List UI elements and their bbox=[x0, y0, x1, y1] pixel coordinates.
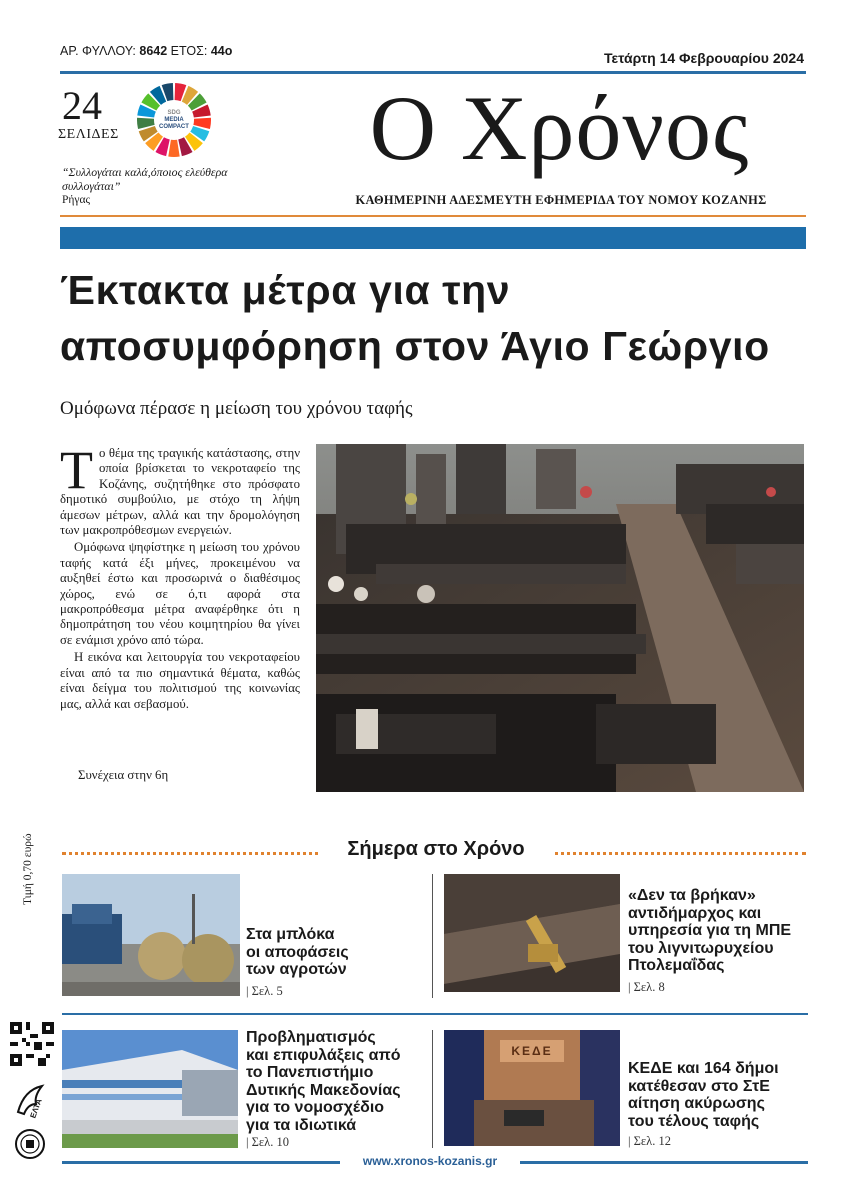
story-3-line-1: Προβληματισμός bbox=[246, 1029, 376, 1046]
pages-count: 24 bbox=[62, 83, 102, 128]
story-2-line-3: υπηρεσία για τη ΜΠΕ bbox=[628, 922, 792, 939]
story-2-line-2: αντιδήμαρχος και bbox=[628, 904, 762, 922]
story-2-line-4: του λιγνιτωρυχείου bbox=[628, 939, 774, 957]
continued-note: Συνέχεια στην 6η bbox=[78, 768, 169, 782]
lead-headline bbox=[60, 262, 820, 374]
masthead-blue-bar bbox=[60, 227, 806, 249]
story-3-line-2: και επιφυλάξεις από bbox=[246, 1046, 401, 1064]
story-1-line-3: των αγροτών bbox=[246, 961, 347, 978]
sdg-segment bbox=[168, 140, 179, 157]
story-3-line-4: Δυτικής Μακεδονίας bbox=[246, 1081, 401, 1099]
elta-logo-icon bbox=[14, 1082, 48, 1120]
story-column-divider-2 bbox=[432, 1030, 433, 1148]
masthead-orange-rule bbox=[60, 215, 806, 217]
drop-cap: Τ bbox=[60, 440, 93, 500]
sdg-line-3: COMPACT bbox=[159, 124, 189, 130]
story-farmers-photo bbox=[62, 874, 240, 996]
story-kede-photo bbox=[444, 1030, 620, 1146]
price-label: Τιμή 0,70 ευρώ bbox=[22, 833, 34, 905]
story-3-page: | Σελ. 10 bbox=[246, 1135, 289, 1149]
motto-author: Ρήγας bbox=[62, 194, 91, 206]
top-rule bbox=[60, 71, 806, 74]
article-para-1: ο θέμα της τραγικής κατάστασης, στην οποία βρίσκεται το νεκροταφείο της Κοζάνης, συζητήθηκε στο πρόσφατο δημοτικό συμβούλιο, με στόχο τη λήψη άμεσων μέτρων, αλλά και την δρομολόγηση των μακροπρόθεσμων ενεργειών. bbox=[60, 446, 300, 538]
story-4-line-4: του τέλους ταφής bbox=[628, 1112, 760, 1130]
article-para-2: Ομόφωνα ψηφίστηκε η μείωση του χρόνου ταφής κατά έξι μήνες, προκειμένου να αυξηθεί έστω και προσωρινά ο διαθέσιμος χώρος, ενώ σε ό,τι αφορά στα μακροπρόθεσμα μέτρα αναφέρθηκε ότι η δημοπράτηση του νέου κοιμητηρίου θα γίνει σε ενάμισι χρόνο από τώρα. bbox=[60, 540, 300, 647]
elta-label: ΕΛΤΑ bbox=[28, 1097, 44, 1120]
story-3-line-6: για τα ιδιωτικά bbox=[246, 1116, 357, 1134]
year-value: 44ο bbox=[210, 44, 233, 58]
article-para-3: Η εικόνα και λειτουργία του νεκροταφείου είναι από τα πιο σημαντικά θέματα, καθώς είναι δείγμα του πολιτισμού της κοινωνίας μας, αλλά και σεβασμού. bbox=[60, 650, 300, 711]
story-4-line-1: ΚΕΔΕ και 164 δήμοι bbox=[628, 1060, 779, 1077]
story-4-page: | Σελ. 12 bbox=[628, 1134, 671, 1148]
headline-line-1: Έκτακτα μέτρα για την bbox=[60, 267, 511, 313]
story-4-line-2: κατέθεσαν στο ΣτΕ bbox=[628, 1077, 770, 1095]
story-column-divider bbox=[432, 874, 433, 998]
kede-sign-text: ΚΕΔΕ bbox=[511, 1044, 553, 1058]
story-university-photo bbox=[62, 1030, 238, 1148]
publication-date: Τετάρτη 14 Φεβρουαρίου 2024 bbox=[604, 50, 804, 66]
story-4-title bbox=[628, 1060, 808, 1130]
issue-prefix: ΑΡ. ΦΥΛΛΟΥ: bbox=[60, 44, 136, 58]
story-1-line-2: οι αποφάσεις bbox=[246, 943, 349, 961]
sdg-line-2: MEDIA bbox=[164, 117, 184, 123]
story-2-line-5: Πτολεμαΐδας bbox=[628, 957, 725, 974]
masthead-title: Ο Χρόνος bbox=[369, 77, 750, 179]
story-3-line-5: για το νομοσχέδιο bbox=[246, 1099, 385, 1116]
issue-info bbox=[60, 44, 232, 58]
motto-quote: “Συλλογάται καλά,όποιος ελεύθερα συλλογάται” bbox=[62, 165, 228, 193]
story-4-line-3: αίτηση ακύρωσης bbox=[628, 1095, 765, 1112]
stories-row-divider bbox=[62, 1013, 808, 1015]
lead-article-body bbox=[60, 440, 300, 714]
masthead-subtitle: ΚΑΘΗΜΕΡΙΝΗ ΑΔΕΣΜΕΥΤΗ ΕΦΗΜΕΡΙΔΑ ΤΟΥ ΝΟΜΟΥ ΚΟΖΑΝΗΣ bbox=[355, 193, 767, 207]
website-link[interactable]: www.xronos-kozanis.gr bbox=[340, 1154, 520, 1168]
issue-number: 8642 bbox=[139, 44, 168, 58]
story-3-title bbox=[246, 1029, 426, 1134]
pages-label: ΣΕΛΙΔΕΣ bbox=[58, 127, 119, 142]
story-1-page: | Σελ. 5 bbox=[246, 984, 283, 998]
story-1-line-1: Στα μπλόκα bbox=[246, 926, 335, 943]
qr-code-icon[interactable] bbox=[10, 1022, 54, 1066]
section-title: Σήμερα στο Χρόνο bbox=[320, 838, 552, 861]
story-2-page: | Σελ. 8 bbox=[628, 980, 665, 994]
postal-stamp-icon bbox=[14, 1128, 46, 1160]
story-mine-photo bbox=[444, 874, 620, 992]
story-2-title bbox=[628, 887, 808, 975]
story-3-line-3: το Πανεπιστήμιο bbox=[246, 1064, 374, 1081]
lead-deck: Ομόφωνα πέρασε η μείωση του χρόνου ταφής bbox=[60, 398, 413, 419]
cemetery-photo bbox=[316, 444, 804, 792]
year-prefix: ΕΤΟΣ: bbox=[170, 44, 208, 58]
story-2-line-1: «Δεν τα βρήκαν» bbox=[628, 887, 756, 904]
sdg-media-compact-logo bbox=[136, 82, 212, 158]
headline-line-2: αποσυμφόρηση στον Άγιο Γεώργιο bbox=[60, 323, 770, 369]
sdg-line-1: SDG bbox=[167, 110, 181, 116]
story-1-title bbox=[246, 926, 416, 979]
